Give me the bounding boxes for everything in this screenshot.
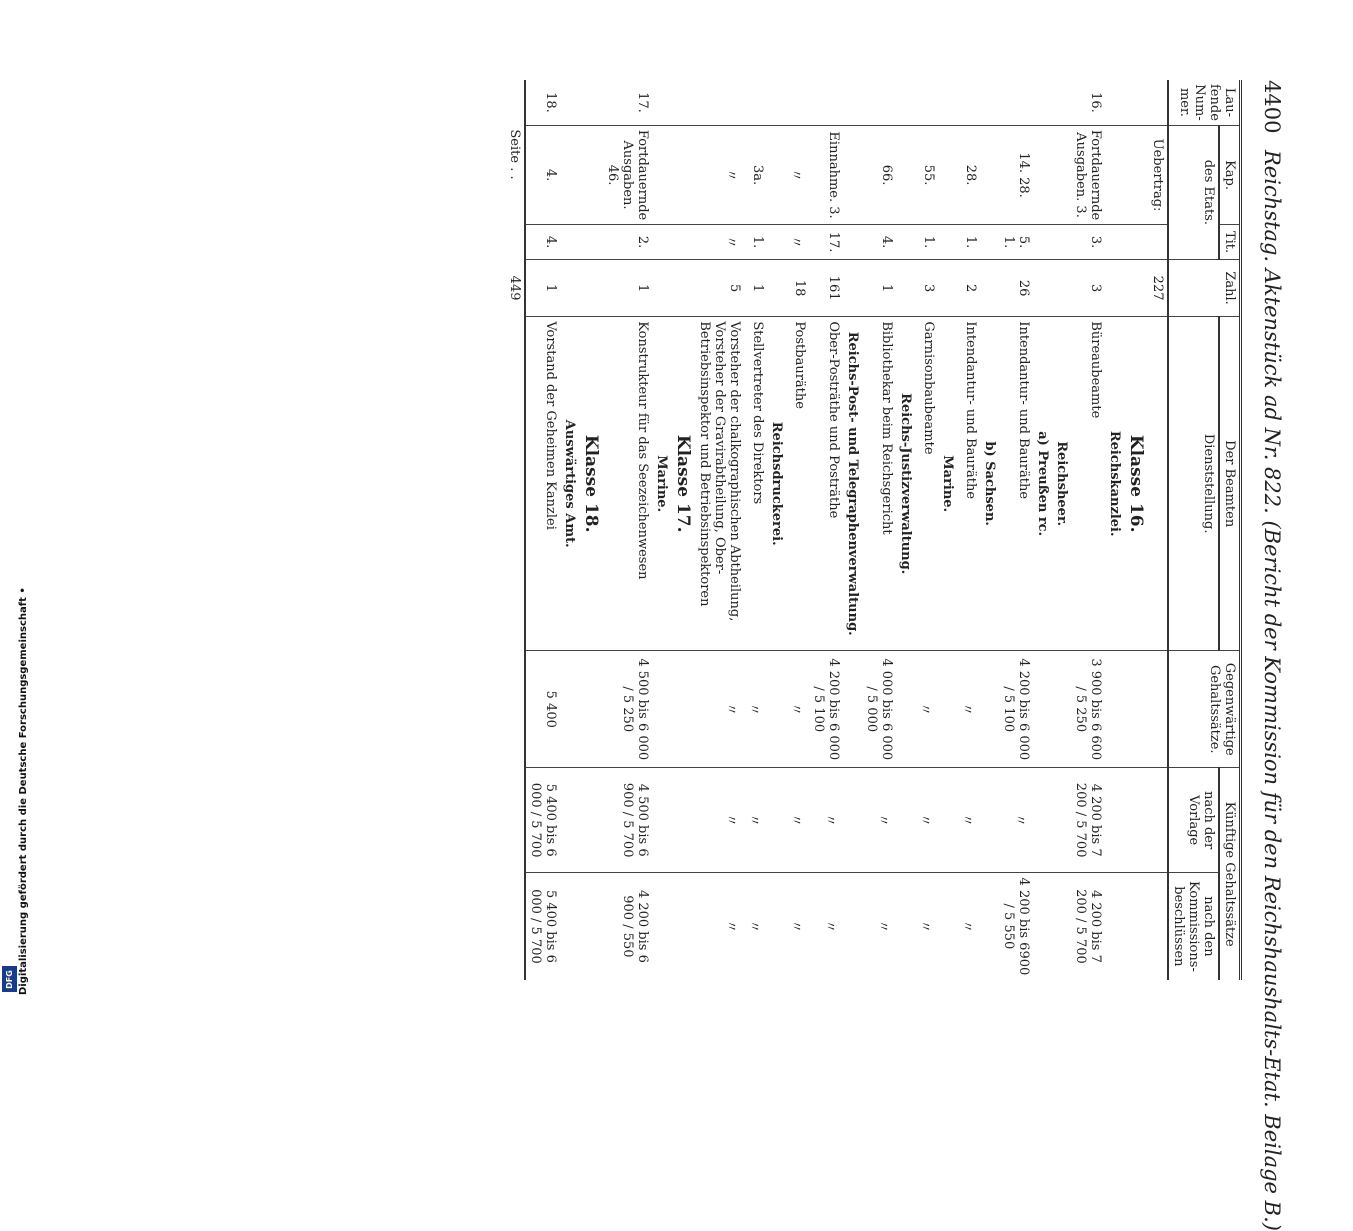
row-gegenwaertig [980, 651, 999, 768]
row-lfd [652, 80, 671, 125]
row-zahl [767, 259, 786, 316]
row-lfd [695, 80, 744, 125]
row-kap [980, 125, 999, 224]
table-row [603, 80, 652, 980]
row-kommission [579, 872, 603, 980]
salary-table [505, 80, 1242, 980]
row-lfd [1124, 80, 1148, 125]
table-row [786, 80, 809, 980]
row-vorlage: 〃 [862, 768, 896, 872]
row-gegenwaertig [560, 651, 579, 768]
row-tit: 17. [809, 225, 843, 260]
table-row [999, 80, 1033, 980]
row-tit: 1. [915, 225, 938, 260]
col-beamten: Der Beamten [1219, 317, 1241, 651]
row-dienststellung: Klasse 18. [579, 317, 603, 651]
col-vorlage: nach der Vorlage [1168, 768, 1219, 872]
row-kommission [896, 872, 915, 980]
col-lfd: Lau-fende Num-mer. [1168, 80, 1241, 125]
row-dienststellung: Vorstand der Geheimen Kanzlei [525, 317, 560, 651]
row-vorlage [843, 768, 862, 872]
row-kap [1052, 125, 1071, 224]
row-vorlage [767, 768, 786, 872]
row-kap [938, 125, 957, 224]
row-lfd [671, 80, 695, 125]
row-kommission [1105, 872, 1124, 980]
table-row [744, 80, 767, 980]
row-tit: 〃 [786, 225, 809, 260]
funding-notice: Digitalisierung gefördert durch die Deutsche Forschungsgemeinschaft • [18, 587, 29, 995]
row-lfd [767, 80, 786, 125]
page-header [1250, 80, 1290, 1231]
row-gegenwaertig: 〃 [744, 651, 767, 768]
row-kommission [1052, 872, 1071, 980]
row-gegenwaertig [896, 651, 915, 768]
row-gegenwaertig [652, 651, 671, 768]
row-kap [767, 125, 786, 224]
row-kommission [1148, 872, 1168, 980]
row-zahl: 2 [957, 259, 980, 316]
row-dienststellung: Auswärtiges Amt. [560, 317, 579, 651]
table-row [652, 80, 671, 980]
row-tit [579, 225, 603, 260]
row-zahl [1105, 259, 1124, 316]
row-gegenwaertig [1124, 651, 1148, 768]
table-row [695, 80, 744, 980]
row-kommission [767, 872, 786, 980]
row-lfd [896, 80, 915, 125]
row-kap: Einnahme. 3. [809, 125, 843, 224]
row-kap [1033, 125, 1052, 224]
row-zahl [1033, 259, 1052, 316]
row-kommission: 〃 [957, 872, 980, 980]
row-lfd [915, 80, 938, 125]
row-kommission [560, 872, 579, 980]
row-dienststellung: Reichsdruckerei. [767, 317, 786, 651]
footer-label: Seite . . [505, 125, 525, 259]
table-row [767, 80, 786, 980]
row-zahl [1052, 259, 1071, 316]
row-kap: Fortdauernde Ausgaben. 3. [1071, 125, 1105, 224]
row-gegenwaertig [579, 651, 603, 768]
row-kommission: 〃 [744, 872, 767, 980]
row-kommission [980, 872, 999, 980]
row-kap [652, 125, 671, 224]
row-dienststellung: a) Preußen rc. [1033, 317, 1052, 651]
row-vorlage: 〃 [809, 768, 843, 872]
row-lfd [957, 80, 980, 125]
row-lfd [560, 80, 579, 125]
row-tit: 3. [1071, 225, 1105, 260]
row-vorlage [1148, 768, 1168, 872]
row-dienststellung: Vorsteher der chalkographischen Abtheilung, Vorsteher der Gravirabtheilung, Ober-Betriebsinspektor und Betriebsinspektoren [695, 317, 744, 651]
row-zahl [671, 259, 695, 316]
row-tit [767, 225, 786, 260]
row-kap: 66. [862, 125, 896, 224]
row-vorlage [579, 768, 603, 872]
row-kap [1124, 125, 1148, 224]
row-vorlage [938, 768, 957, 872]
row-gegenwaertig [1148, 651, 1168, 768]
row-tit [652, 225, 671, 260]
table-row [980, 80, 999, 980]
row-lfd [1033, 80, 1052, 125]
row-kap: 〃 [695, 125, 744, 224]
row-vorlage [652, 768, 671, 872]
row-lfd: 17. [635, 92, 650, 113]
row-zahl: 3 [1071, 259, 1105, 316]
row-kommission: 4 200 bis 7 200 / 5 700 [1071, 872, 1105, 980]
row-zahl: 161 [809, 259, 843, 316]
row-kap: 28. [957, 125, 980, 224]
row-gegenwaertig: 〃 [915, 651, 938, 768]
row-zahl [560, 259, 579, 316]
row-kommission: 〃 [695, 872, 744, 980]
row-zahl: 227 [1148, 259, 1168, 316]
col-kommission: nach den Kommissions-beschlüssen [1168, 872, 1219, 980]
row-tit: 4. [525, 225, 560, 260]
row-lfd [999, 80, 1033, 125]
row-zahl: 1 [862, 259, 896, 316]
row-dienststellung: Garnisonbaubeamte [915, 317, 938, 651]
row-kap [560, 125, 579, 224]
row-kommission: 〃 [915, 872, 938, 980]
row-dienststellung: Bibliothekar beim Reichsgericht [862, 317, 896, 651]
row-tit: 〃 [695, 225, 744, 260]
col-kap: Kap. [1219, 125, 1241, 224]
table-row [1052, 80, 1071, 980]
row-dienststellung: Klasse 16. [1124, 317, 1148, 651]
row-gegenwaertig [1052, 651, 1071, 768]
row-vorlage: 〃 [744, 768, 767, 872]
row-dienststellung: Stellvertreter des Direktors [744, 317, 767, 651]
row-gegenwaertig [1105, 651, 1124, 768]
row-dienststellung: Reichsheer. [1052, 317, 1071, 651]
row-kommission: 〃 [786, 872, 809, 980]
row-tit [1105, 225, 1124, 260]
row-tit [896, 225, 915, 260]
row-dienststellung: Intendantur- und Bauräthe [999, 317, 1033, 651]
row-zahl: 18 [786, 259, 809, 316]
row-zahl [980, 259, 999, 316]
footer-total: 449 [505, 259, 525, 316]
row-vorlage [896, 768, 915, 872]
row-dienststellung: Reichs-Justizverwaltung. [896, 317, 915, 651]
row-zahl: 3 [915, 259, 938, 316]
row-lfd: 16. [1088, 92, 1103, 113]
row-tit [671, 225, 695, 260]
row-zahl [579, 259, 603, 316]
table-row [896, 80, 915, 980]
row-vorlage [1124, 768, 1148, 872]
row-kommission: 〃 [862, 872, 896, 980]
row-tit: 1. [744, 225, 767, 260]
row-kap: 14. 28. [999, 125, 1033, 224]
row-tit: 2. [603, 225, 652, 260]
row-kommission [1033, 872, 1052, 980]
row-tit [1148, 225, 1168, 260]
col-tit: Tit. [1219, 225, 1241, 260]
row-zahl [1124, 259, 1148, 316]
row-lfd [938, 80, 957, 125]
row-zahl: 1 [525, 259, 560, 316]
row-gegenwaertig: 3 900 bis 6 600 / 5 250 [1071, 651, 1105, 768]
row-zahl: 26 [999, 259, 1033, 316]
col-dienststellung: Dienststellung. [1168, 317, 1219, 651]
footer-row [505, 80, 525, 980]
row-gegenwaertig [767, 651, 786, 768]
row-zahl [843, 259, 862, 316]
row-vorlage: 〃 [915, 768, 938, 872]
row-kap: 〃 [786, 125, 809, 224]
row-kommission [652, 872, 671, 980]
row-dienststellung: Marine. [652, 317, 671, 651]
col-zahl: Zahl. [1168, 259, 1241, 316]
row-kap [1105, 125, 1124, 224]
row-kommission [938, 872, 957, 980]
row-zahl [652, 259, 671, 316]
sidebar [0, 0, 29, 1000]
table-row [915, 80, 938, 980]
row-dienststellung: Reichs-Post- und Telegraphenverwaltung. [843, 317, 862, 651]
dfg-logo-icon: DFG [2, 966, 17, 992]
row-lfd [579, 80, 603, 125]
row-tit [560, 225, 579, 260]
row-kap: 4. [525, 125, 560, 224]
row-gegenwaertig [671, 651, 695, 768]
row-kap [896, 125, 915, 224]
row-gegenwaertig [1033, 651, 1052, 768]
row-zahl: 1 [603, 259, 652, 316]
row-zahl: 1 [744, 259, 767, 316]
row-gegenwaertig: 〃 [695, 651, 744, 768]
row-vorlage: 〃 [999, 768, 1033, 872]
row-dienststellung: Marine. [938, 317, 957, 651]
table-row [862, 80, 896, 980]
row-kommission: 4 200 bis 6900 / 5 550 [999, 872, 1033, 980]
table-row [1033, 80, 1052, 980]
row-dienststellung: Klasse 17. [671, 317, 695, 651]
row-zahl: 5 [695, 259, 744, 316]
row-vorlage [1052, 768, 1071, 872]
row-kap: 3a. [744, 125, 767, 224]
row-dienststellung: Postbauräthe [786, 317, 809, 651]
row-kommission: 5 400 bis 6 000 / 5 700 [525, 872, 560, 980]
row-vorlage [1105, 768, 1124, 872]
row-lfd [809, 80, 843, 125]
page-title: Reichstag. Aktenstück ad Nr. 822. (Bericht der Kommission für den Reichshaushalts-Etat. Beilage B.) [1260, 150, 1284, 1231]
table-row [1124, 80, 1148, 980]
row-tit [1033, 225, 1052, 260]
row-kap [843, 125, 862, 224]
document-page [70, 80, 1290, 1231]
row-lfd: 18. [543, 92, 558, 113]
row-lfd [1052, 80, 1071, 125]
row-tit: 1. [957, 225, 980, 260]
table-row [938, 80, 957, 980]
row-kommission: 4 200 bis 6 900 / 550 [603, 872, 652, 980]
col-kuenftige: Künftige Gehaltssätze [1219, 768, 1241, 980]
row-lfd [744, 80, 767, 125]
row-vorlage: 4 200 bis 7 200 / 5 700 [1071, 768, 1105, 872]
row-tit [938, 225, 957, 260]
row-tit: 5. 1. [999, 225, 1033, 260]
row-dienststellung: b) Sachsen. [980, 317, 999, 651]
table-row [957, 80, 980, 980]
row-tit: 4. [862, 225, 896, 260]
row-vorlage: 〃 [957, 768, 980, 872]
page-number: 4400 [1260, 80, 1284, 134]
row-vorlage [560, 768, 579, 872]
row-kap [579, 125, 603, 224]
row-dienststellung: Büreaubeamte [1071, 317, 1105, 651]
row-vorlage: 〃 [695, 768, 744, 872]
table-row [579, 80, 603, 980]
table-row [671, 80, 695, 980]
row-vorlage: 〃 [786, 768, 809, 872]
row-lfd [862, 80, 896, 125]
row-vorlage [1033, 768, 1052, 872]
row-lfd [1105, 80, 1124, 125]
row-dienststellung: Reichskanzlei. [1105, 317, 1124, 651]
row-gegenwaertig: 4 000 bis 6 000 / 5 000 [862, 651, 896, 768]
row-dienststellung: Intendantur- und Bauräthe [957, 317, 980, 651]
row-gegenwaertig: 4 500 bis 6 000 / 5 250 [603, 651, 652, 768]
row-gegenwaertig: 〃 [786, 651, 809, 768]
row-tit [1052, 225, 1071, 260]
table-row [560, 80, 579, 980]
row-tit [843, 225, 862, 260]
row-kommission [843, 872, 862, 980]
row-vorlage [671, 768, 695, 872]
row-kommission: 〃 [809, 872, 843, 980]
row-kap: 55. [915, 125, 938, 224]
row-gegenwaertig: 〃 [957, 651, 980, 768]
row-lfd [980, 80, 999, 125]
row-lfd [1148, 80, 1168, 125]
table-row [1071, 80, 1105, 980]
row-zahl [938, 259, 957, 316]
row-gegenwaertig: 4 200 bis 6 000 / 5 100 [809, 651, 843, 768]
row-dienststellung: Konstrukteur für das Seezeichenwesen [603, 317, 652, 651]
table-body [525, 80, 1168, 980]
row-gegenwaertig: 5 400 [525, 651, 560, 768]
table-row [1105, 80, 1124, 980]
row-kap: Uebertrag: [1148, 125, 1168, 224]
row-gegenwaertig [843, 651, 862, 768]
row-lfd [843, 80, 862, 125]
row-vorlage: 4 500 bis 6 900 / 5 700 [603, 768, 652, 872]
row-kap: Fortdauernde Ausgaben. 46. [603, 125, 652, 224]
row-gegenwaertig [938, 651, 957, 768]
row-tit [980, 225, 999, 260]
table-row [843, 80, 862, 980]
row-gegenwaertig: 4 200 bis 6 000 / 5 100 [999, 651, 1033, 768]
col-gegenwaertige: Gegenwärtige Gehaltssätze. [1168, 651, 1241, 768]
row-dienststellung [1148, 317, 1168, 651]
row-vorlage [980, 768, 999, 872]
table-row [525, 80, 560, 980]
row-lfd [786, 80, 809, 125]
table-row [809, 80, 843, 980]
row-dienststellung: Ober-Posträthe und Posträthe [809, 317, 843, 651]
row-zahl [896, 259, 915, 316]
row-kap [671, 125, 695, 224]
table-row [1148, 80, 1168, 980]
col-etat: des Etats. [1168, 125, 1219, 259]
row-kommission [671, 872, 695, 980]
row-kommission [1124, 872, 1148, 980]
row-vorlage: 5 400 bis 6 000 / 5 700 [525, 768, 560, 872]
row-tit [1124, 225, 1148, 260]
